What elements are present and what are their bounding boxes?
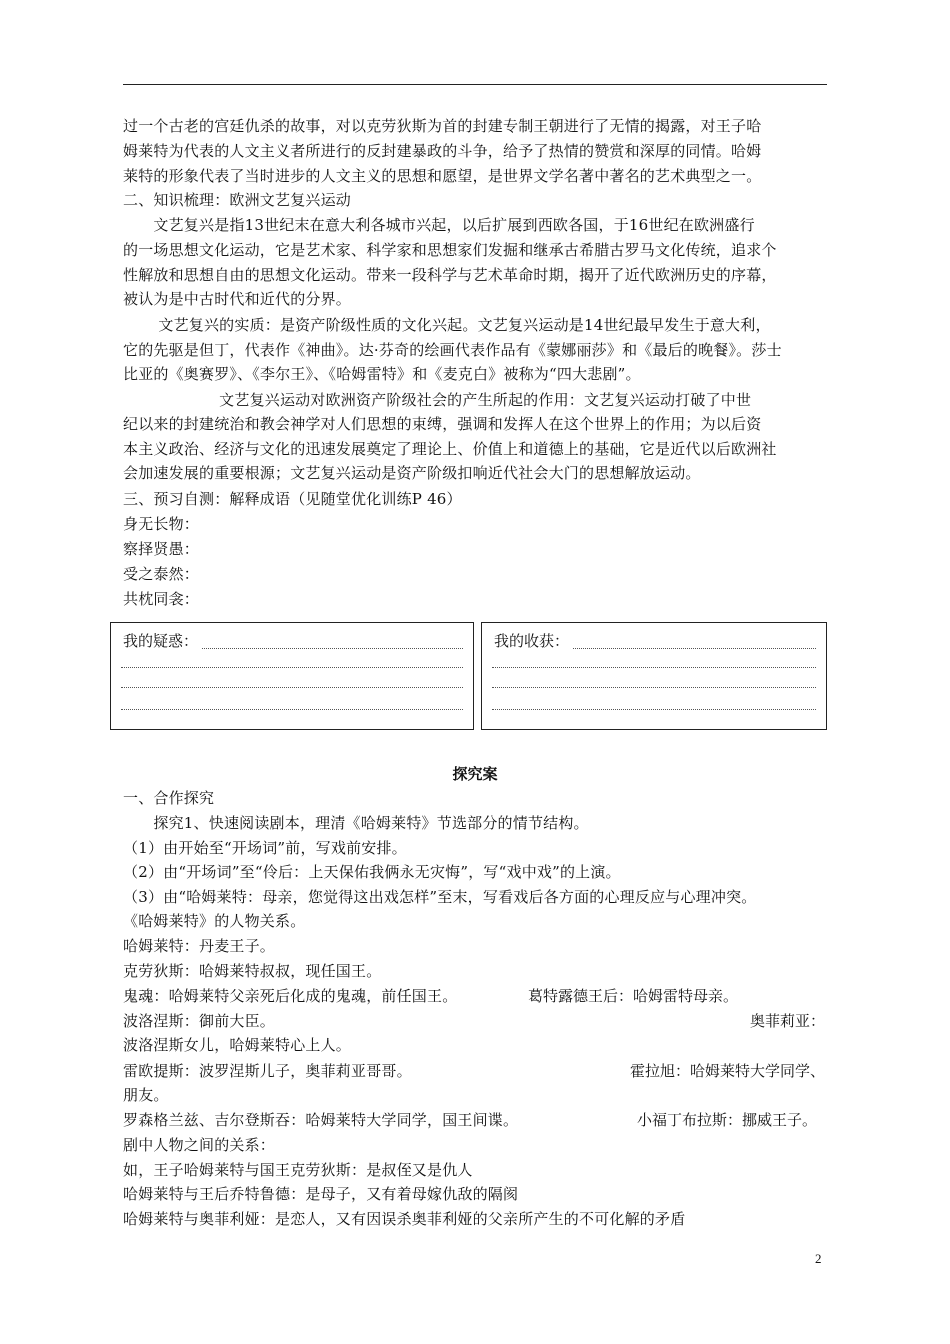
character-line: 奥菲莉亚： — [750, 1012, 826, 1030]
body-line: 它的先驱是但丁，代表作《神曲》。达·芬奇的绘画代表作品有《蒙娜丽莎》和《最后的晚餐》。莎士 — [123, 341, 782, 359]
character-line: 小福丁布拉斯：挪威王子。 — [637, 1111, 818, 1129]
character-line: 罗森格兰兹、吉尔登斯吞：哈姆莱特大学同学，国王间谍。 — [123, 1111, 519, 1129]
character-line: 葛特露德王后：哈姆雷特母亲。 — [528, 987, 739, 1005]
relation-line: 哈姆莱特与奥菲利娅：是恋人，又有因误杀奥菲利娅的父亲所产生的不可化解的矛盾 — [123, 1210, 686, 1228]
idiom-item: 察择贤愚： — [123, 540, 200, 558]
body-line: 的一场思想文化运动，它是艺术家、科学家和思想家们发掘和继承古希腊古罗马文化传统，追求个 — [123, 241, 777, 259]
doubts-box[interactable] — [110, 622, 474, 730]
body-line: 文艺复兴运动对欧洲资产阶级社会的产生所起的作用：文艺复兴运动打破了中世 — [123, 391, 752, 409]
character-line: 波洛涅斯：御前大臣。 — [123, 1012, 276, 1030]
gains-box[interactable] — [481, 622, 827, 730]
character-line: 霍拉旭：哈姆莱特大学同学、 — [630, 1062, 826, 1080]
body-line: 姆莱特为代表的人文主义者所进行的反封建暴政的斗争，给予了热情的赞赏和深厚的同情。哈姆 — [123, 142, 762, 160]
dotted-line — [492, 687, 816, 688]
idiom-item: 身无长物： — [123, 515, 200, 533]
body-line: 纪以来的封建统治和教会神学对人们思想的束缚，强调和发挥人在这个世界上的作用；为以后资 — [123, 415, 762, 433]
character-line: 鬼魂：哈姆莱特父亲死后化成的鬼魂，前任国王。 — [123, 987, 458, 1005]
body-line: 《哈姆莱特》的人物关系。 — [123, 912, 306, 930]
body-line: 被认为是中古时代和近代的分界。 — [123, 290, 352, 308]
dotted-line — [121, 709, 463, 710]
relation-line: 如，王子哈姆莱特与国王克劳狄斯：是叔侄又是仇人 — [123, 1161, 473, 1179]
relation-line: 哈姆莱特与王后乔特鲁德：是母子，又有着母嫁仇敌的隔阂 — [123, 1185, 519, 1203]
body-line: 文艺复兴的实质：是资产阶级性质的文化兴起。文艺复兴运动是14世纪最早发生于意大利， — [123, 316, 771, 334]
dotted-line — [570, 648, 816, 649]
body-line: 莱特的形象代表了当时进步的人文主义的思想和愿望，是世界文学名著中著名的艺术典型之一。 — [123, 167, 762, 185]
body-line: 剧中人物之间的关系： — [123, 1136, 276, 1154]
character-line: 克劳狄斯：哈姆莱特叔叔，现任国王。 — [123, 962, 382, 980]
doubts-label: 我的疑惑： — [123, 631, 202, 651]
header-rule — [123, 84, 827, 85]
body-line: 性解放和思想自由的思想文化运动。带来一段科学与艺术革命时期，揭开了近代欧洲历史的序幕， — [123, 266, 777, 284]
character-line: 朋友。 — [123, 1086, 169, 1104]
plot-item: （1）由开始至“开场词”前，写戏前安排。 — [123, 839, 407, 857]
section-heading: 二、知识梳理：欧洲文艺复兴运动 — [123, 191, 352, 209]
idiom-item: 共枕同衾： — [123, 590, 200, 608]
idiom-item: 受之泰然： — [123, 565, 200, 583]
dotted-line — [121, 667, 463, 668]
dotted-line — [492, 709, 816, 710]
character-line: 波洛涅斯女儿，哈姆莱特心上人。 — [123, 1036, 352, 1054]
body-line: 比亚的《奥赛罗》、《李尔王》、《哈姆雷特》和《麦克白》被称为“四大悲剧”。 — [123, 365, 641, 383]
character-line: 哈姆莱特：丹麦王子。 — [123, 937, 276, 955]
section-title: 探究案 — [452, 765, 498, 783]
dotted-line — [199, 648, 463, 649]
body-line: 会加速发展的重要根源；文艺复兴运动是资产阶级扣响近代社会大门的思想解放运动。 — [123, 464, 701, 482]
gains-label: 我的收获： — [494, 631, 573, 651]
plot-item: （3）由“哈姆莱特：母亲，您觉得这出戏怎样”至末，写看戏后各方面的心理反应与心理冲突。 — [123, 888, 757, 906]
character-line: 雷欧提斯：波罗涅斯儿子，奥菲莉亚哥哥。 — [123, 1062, 412, 1080]
dotted-line — [121, 687, 463, 688]
body-line: 本主义政治、经济与文化的迅速发展奠定了理论上、价值上和道德上的基础，它是近代以后欧洲社 — [123, 440, 777, 458]
dotted-line — [492, 667, 816, 668]
body-line: 过一个古老的宫廷仇杀的故事，对以克劳狄斯为首的封建专制王朝进行了无情的揭露，对王子哈 — [123, 117, 762, 135]
plot-item: （2）由“开场词”至“伶后：上天保佑我俩永无灾悔”，写“戏中戏”的上演。 — [123, 863, 621, 881]
body-line: 文艺复兴是指13世纪末在意大利各城市兴起，以后扩展到西欧各国，于16世纪在欧洲盛行 — [123, 216, 755, 234]
body-line: 探究1、快速阅读剧本，理清《哈姆莱特》节选部分的情节结构。 — [123, 814, 589, 832]
section-heading: 一、合作探究 — [123, 789, 215, 807]
section-heading: 三、预习自测：解释成语（见随堂优化训练P 46） — [123, 490, 462, 508]
page-number: 2 — [815, 1251, 822, 1266]
